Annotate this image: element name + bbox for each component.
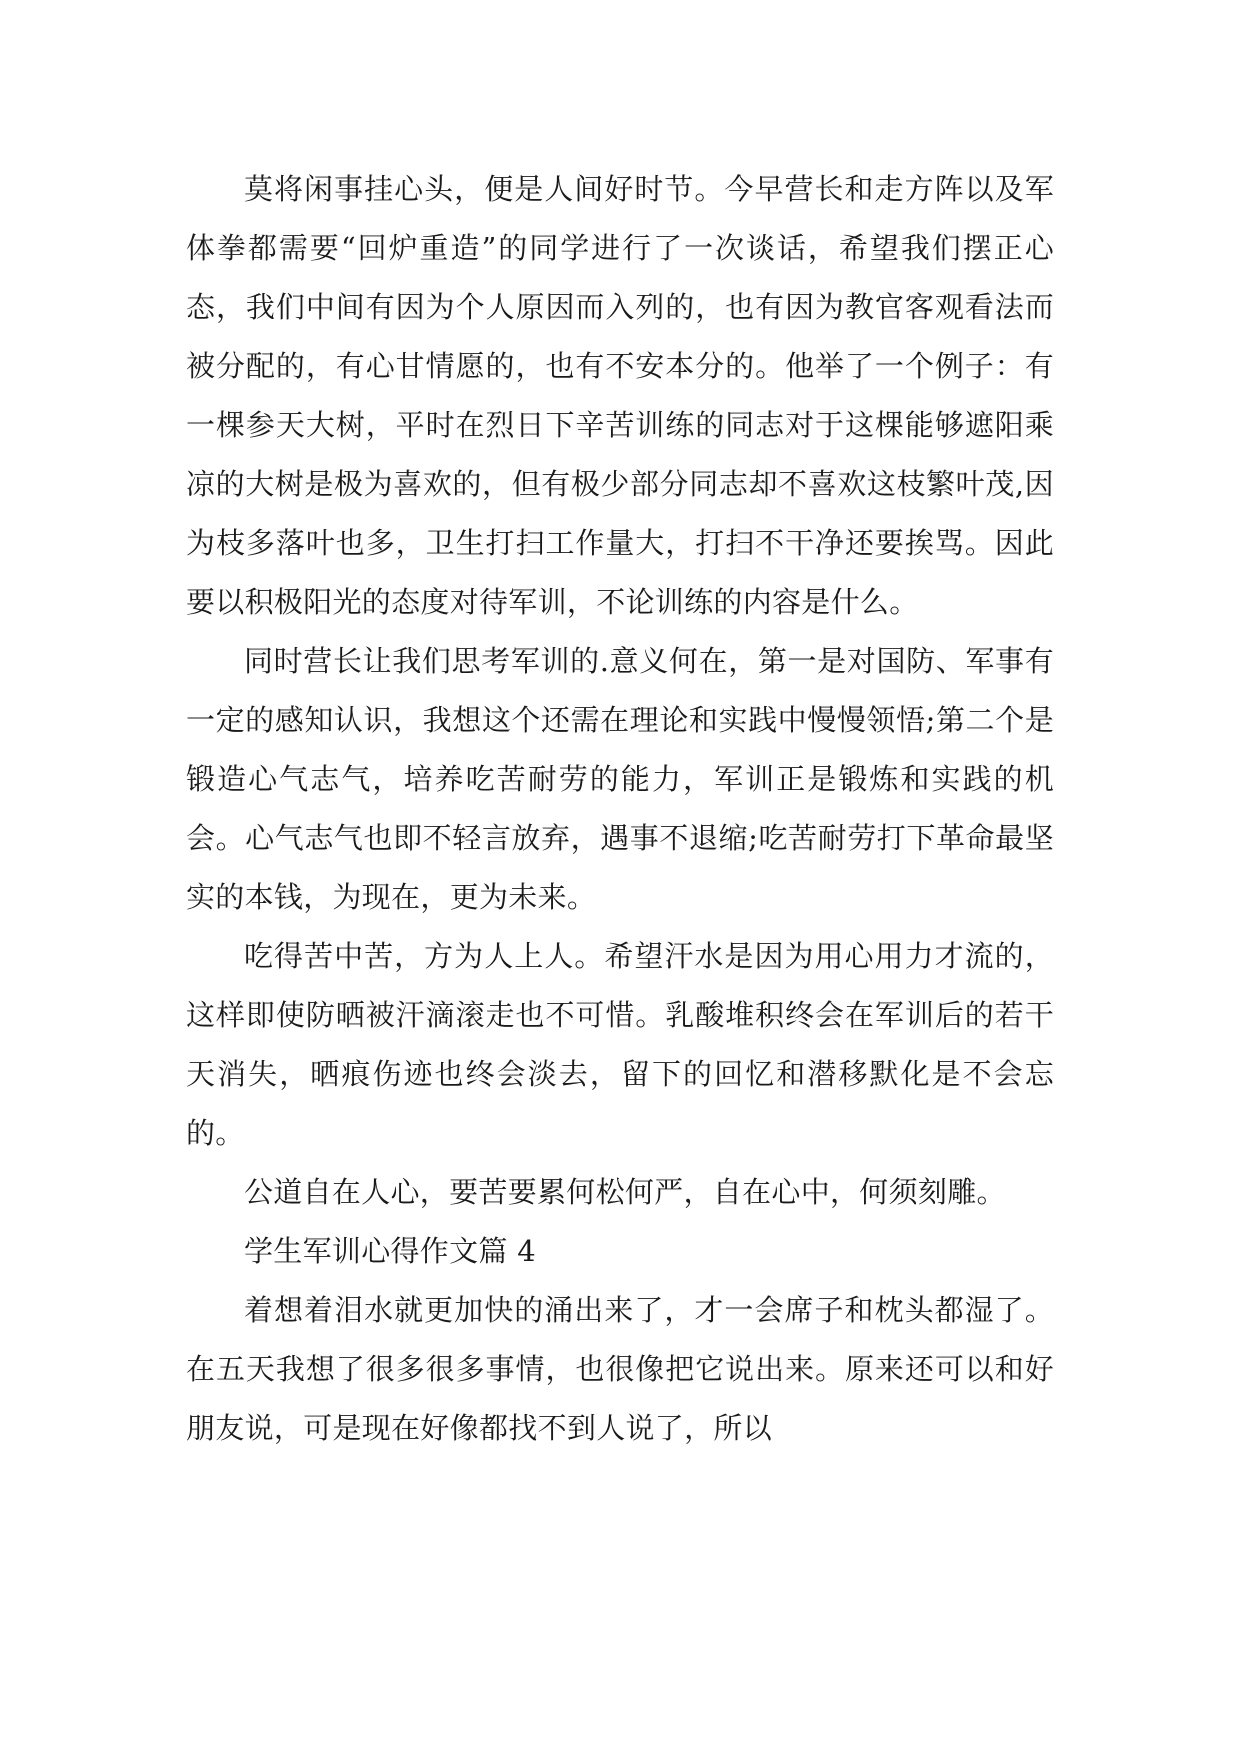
paragraph-4: 公道自在人心，要苦要累何松何严，自在心中，何须刻雕。 [244,1175,1006,1209]
paragraph-5: 着想着泪水就更加快的涌出来了，才一会席子和枕头都湿了。在五天我想了很多很多事情，也很像把它说出来。原来还可以和好朋友说，可是现在好像都找不到人说了，所以 [186,1293,1054,1445]
paragraph-3: 吃得苦中苦，方为人上人。希望汗水是因为用心用力才流的，这样即使防晒被汗滴滚走也不可惜。乳酸堆积终会在军训后的若干天消失，晒痕伤迹也终会淡去，留下的回忆和潜移默化是不会忘的。 [186,939,1054,1150]
paragraph-2: 同时营长让我们思考军训的.意义何在，第一是对国防、军事有一定的感知认识，我想这个还需在理论和实践中慢慢领悟;第二个是锻造心气志气，培养吃苦耐劳的能力，军训正是锻炼和实践的机会。心气志气也即不轻言放弃，遇事不退缩;吃苦耐劳打下革命最坚实的本钱，为现在，更为未来。 [186,644,1054,914]
document-page [186,160,1054,1458]
paragraph-1: 莫将闲事挂心头，便是人间好时节。今早营长和走方阵以及军体拳都需要“回炉重造”的同学进行了一次谈话，希望我们摆正心态，我们中间有因为个人原因而入列的，也有因为教官客观看法而被分配的，有心甘情愿的，也有不安本分的。他举了一个例子：有一棵参天大树，平时在烈日下辛苦训练的同志对于这棵能够遮阳乘凉的大树是极为喜欢的，但有极少部分同志却不喜欢这枝繁叶茂,因为枝多落叶也多，卫生打扫工作量大，打扫不干净还要挨骂。因此要以积极阳光的态度对待军训，不论训练的内容是什么。 [186,172,1054,619]
section-heading: 学生军训心得作文篇 4 [244,1234,536,1268]
